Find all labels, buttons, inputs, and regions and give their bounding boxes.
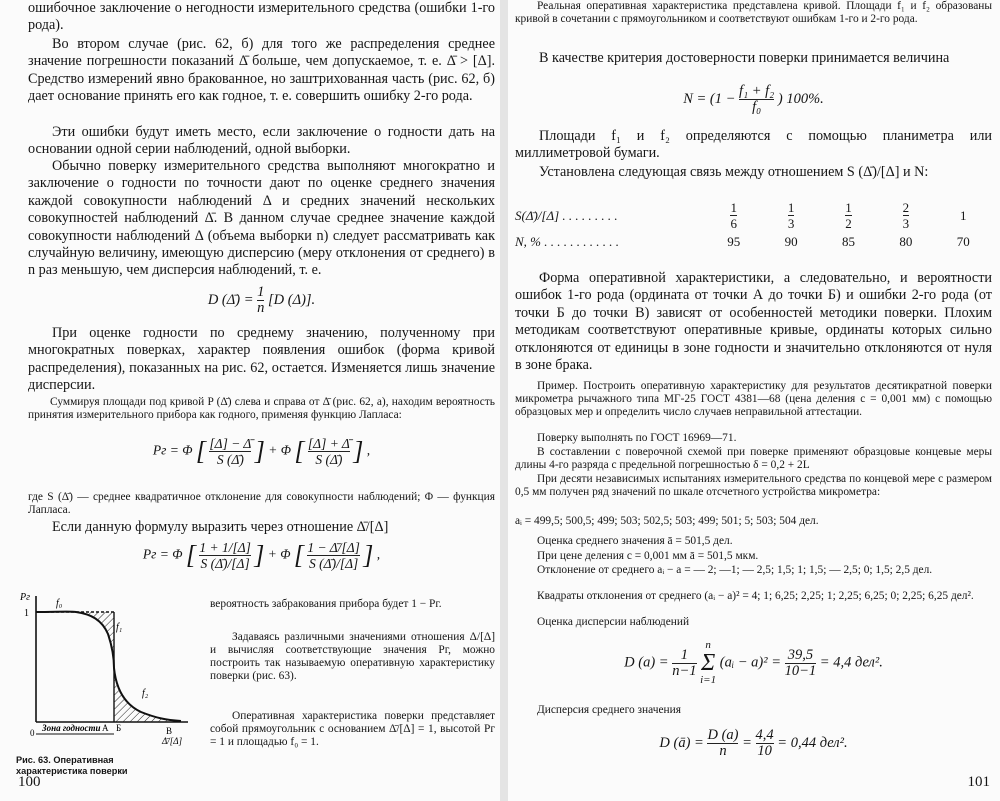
bracket-open: [ [185, 540, 196, 570]
table-cell [762, 200, 819, 231]
table-cell [877, 200, 934, 231]
paragraph-text: Отклонение от среднего aᵢ − a = — 2; —1; — 2,5; 1,5; 1; 1,5; — 2,5; 0; 1,5; 2,5 дел. [537, 564, 933, 576]
fraction-denominator: n [719, 743, 727, 759]
fraction-numerator: [Δ] + Δ̄ [307, 436, 350, 451]
paragraph-text: В качестве критерия достоверности поверки принимается величина [539, 50, 950, 66]
sum-symbol: Σ [700, 650, 716, 676]
fraction-denominator: 10 [757, 743, 772, 759]
paragraph-text: Во втором случае (рис. 62, б) для того же распределения среднее значение погрешности показаний Δ̄ больше, чем допускаемое, т. е. Δ̄ > [Δ]. Средство измерений явно бракованное, но заштрихованная часть (рис. 62, б) дает основание принять его как годное, т. е. совершить ошибку 2-го рода. [28, 36, 495, 105]
example-paragraph-3 [515, 446, 992, 472]
x-axis-label: Δ̄/[Δ] [162, 736, 183, 746]
label-zone: Зона годности [42, 723, 101, 733]
fraction-denominator: S (Δ̄) [216, 452, 244, 467]
right-paragraph-3 [515, 128, 992, 163]
left-formula-1 [28, 285, 495, 316]
table-row [515, 200, 992, 231]
left-paragraph-3 [28, 124, 495, 159]
bracket-close: ] [363, 540, 374, 570]
formula-lhs: N = [683, 90, 707, 107]
paragraph-text: Оценка дисперсии наблюдений [537, 616, 690, 628]
left-paragraph-4 [28, 158, 495, 280]
label-one: 1 [24, 608, 29, 619]
example-paragraph-1 [515, 380, 992, 419]
label-b: Б [116, 723, 122, 733]
right-paragraph-5 [515, 270, 992, 374]
formula-fraction [707, 728, 738, 759]
formula-fraction [199, 540, 251, 571]
left-paragraph-10 [210, 631, 495, 683]
label-a: А [102, 723, 109, 733]
formula-rhs: [D (Δ)]. [268, 291, 316, 308]
label-zero: 0 [30, 728, 35, 738]
fraction-denominator: 6 [730, 216, 737, 231]
table-row-label: N, % . . . . . . . . . . . . [515, 234, 619, 249]
right-paragraph-4 [515, 164, 992, 181]
formula-lhs: D (a) = [624, 654, 669, 671]
paragraph-text: Если данную формулу выразить через отношение Δ̄/[Δ] [52, 519, 389, 535]
paragraph-text: aᵢ = 499,5; 500,5; 499; 503; 502,5; 503; 499; 501; 5; 503; 504 дел. [515, 515, 819, 527]
paragraph-text: Оценка среднего значения ā = 501,5 дел. [537, 535, 733, 547]
bracket-open: [ [293, 540, 305, 570]
paragraph-text: Обычно поверку измерительного средства выполняют многократно и заключение о годности по точности дают по оценке среднего значения каждой совокупности наблюдений Δ и средних значений нескольких совокупностей наблюдений Δ̄. В данном случае среднее значение каждой совокупности наблюдений Δ (объема выборки n) следует рассматривать как случайную величину, имеющую дисперсию (меру отклонения от среднего) в n раз меньшую, чем дисперсия наблюдений, т. е. [28, 158, 495, 279]
fraction-numerator: 39,5 [785, 648, 817, 664]
table-cell [820, 200, 877, 231]
fraction-denominator: n [257, 300, 265, 316]
paragraph-text: Реальная оперативная характеристика представлена кривой. Площади f₁ и f₂ образованы кривой в сочетании с прямоугольником и соответствуют ошибкам 1-го и 2-го рода. [515, 0, 992, 26]
formula-fraction [739, 84, 774, 115]
paragraph-text: Оперативная характеристика поверки представляет собой прямоугольник с основанием Δ̄/[Δ] = 1, высотой Pг = 1 и площадью f₀ = 1. [210, 710, 495, 749]
formula-lhs: D (Δ̄) = [207, 291, 254, 308]
left-paragraph-6 [28, 396, 495, 422]
fraction-denominator: S (Δ̄)/[Δ] [309, 556, 359, 571]
example-paragraph-2 [515, 432, 992, 445]
example-paragraph-10 [515, 616, 992, 629]
formula-fraction [307, 540, 359, 571]
operating-characteristic-plot [16, 588, 196, 748]
example-paragraph-8 [515, 564, 992, 577]
left-formula-2 [28, 436, 495, 467]
right-formula-2 [515, 640, 992, 686]
example-paragraph-7 [515, 550, 992, 563]
left-paragraph-9 [210, 598, 495, 611]
fraction-numerator: D (a) [707, 727, 739, 743]
formula-middle: + Φ [267, 546, 291, 562]
left-formula-3 [28, 540, 495, 571]
left-paragraph-2 [28, 36, 495, 106]
page-number-left: 100 [18, 774, 41, 790]
right-formula-3 [515, 728, 992, 759]
right-formula-1 [515, 84, 992, 115]
table-cell: 85 [841, 234, 855, 249]
paragraph-text: При оценке годности по среднему значению, полученному при многократных поверках, характер появления ошибок (форма кривой распределения), показанных на рис. 62, остается. Изменяется лишь значение дисперсии. [28, 325, 495, 394]
formula-lhs: D (ā) = [659, 734, 704, 751]
example-paragraph-11 [515, 704, 992, 717]
table-cell: 90 [784, 234, 798, 249]
fraction-numerator: 1 [787, 200, 795, 215]
page-number-right: 101 [967, 774, 990, 790]
formula-paren-open: (1 − [709, 90, 736, 107]
formula-lhs: Pг = Φ [152, 442, 193, 458]
right-paragraph-2 [515, 50, 992, 67]
paragraph-text: При десяти независимых испытаниях измерительного средства по концевой мере с размером 0,5 мм получен ряд значений по шкале отсчетного устройства микрометра: [515, 473, 992, 499]
formula-end: , [366, 442, 371, 458]
fraction-denominator: S (Δ̄) [315, 452, 343, 467]
formula-fraction [257, 285, 264, 316]
bracket-open: [ [195, 436, 207, 466]
paragraph-text: Эти ошибки будут иметь место, если заключение о годности дать на основании одной серии наблюдений, одной выборки. [28, 124, 495, 158]
fraction-denominator: n−1 [672, 662, 697, 679]
example-paragraph-5 [515, 515, 992, 528]
example-paragraph-6 [515, 535, 992, 548]
fraction-numerator: 1 [672, 648, 696, 664]
formula-rhs: ) 100%. [777, 90, 824, 107]
paragraph-text: Установлена следующая связь между отношением S (Δ̄)/[Δ] и N: [539, 164, 929, 180]
table-cell [705, 200, 762, 231]
label-v: В [166, 726, 173, 736]
paragraph-text: Форма оперативной характеристики, а следовательно, и вероятности ошибок 1-го рода (ордината от точки А до точки Б) и ошибки 2-го рода (от точки Б до точки В) зависят от особенностей методики поверки. Плохим методикам соответствуют оперативные кривые, ординаты которых сильно отклоняются от единицы в зоне годности и значительно отклоняются от нуля в зоне брака. [515, 270, 992, 374]
fraction-denominator: 3 [787, 216, 795, 231]
label-f2: f₂ [142, 688, 149, 699]
formula-fraction [785, 648, 817, 679]
formula-fraction [308, 436, 350, 467]
table-cell: 70 [956, 234, 970, 249]
table-cell: 80 [899, 234, 913, 249]
paragraph-text: вероятность забракования прибора будет 1 − Pг. [210, 598, 442, 610]
formula-fraction [756, 728, 774, 759]
sum-upper-limit: n [705, 639, 711, 651]
table-row [515, 231, 992, 253]
fraction-numerator: 1 [257, 284, 265, 300]
label-f0: f₀ [56, 598, 63, 609]
paragraph-text: Задаваясь различными значениями отношения Δ/[Δ] и вычисляя соответствующие значения Pг, можно построить так называемую оперативную характеристику поверки (рис. 63). [210, 631, 495, 683]
paragraph-text: где S (Δ̄) — среднее квадратичное отклонение для совокупности наблюдений; Φ — функция Лапласа. [28, 491, 495, 517]
sum-operator [700, 640, 716, 686]
example-paragraph-4 [515, 473, 992, 499]
relation-table-grid [515, 200, 992, 253]
bracket-close: ] [254, 436, 265, 466]
left-paragraph-1 [28, 0, 495, 35]
fraction-denominator: 10−1 [784, 662, 817, 679]
label-f1: f₁ [116, 622, 123, 633]
left-paragraph-11 [210, 710, 495, 749]
table-value: 1 [960, 207, 967, 223]
bracket-open: [ [294, 436, 305, 466]
example-paragraph-9 [515, 590, 992, 603]
paragraph-text: При цене деления c = 0,001 мм ā = 501,5 мкм. [537, 550, 759, 562]
figure-caption: Рис. 63. Оперативная характеристика поверки [16, 755, 128, 776]
paragraph-text: Квадраты отклонения от среднего (aᵢ − a)² = 4; 1; 6,25; 2,25; 1; 2,25; 6,25; 0; 2,25; 6,25 дел². [537, 590, 974, 602]
formula-fraction [672, 648, 696, 679]
formula-middle: + Φ [268, 442, 292, 458]
figure-63 [16, 588, 196, 788]
bracket-close: ] [254, 540, 265, 570]
table-row-label: S(Δ̄)/[Δ] . . . . . . . . . [515, 207, 618, 223]
fraction-denominator: S (Δ̄)/[Δ] [200, 556, 250, 571]
y-axis-label: Pг [20, 592, 31, 603]
fraction-denominator: 2 [845, 216, 852, 231]
paragraph-text: Суммируя площади под кривой P (Δ̄) слева и справа от Δ̄ (рис. 62, а), находим вероятность принятия измерительного прибора как годного, применяя функцию Лапласа: [28, 396, 495, 422]
paragraph-text: Площади f₁ и f₂ определяются с помощью планиметра или миллиметровой бумаги. [515, 128, 992, 162]
fraction-numerator: 2 [902, 200, 910, 215]
left-paragraph-8 [28, 519, 495, 536]
right-paragraph-1 [515, 0, 992, 26]
formula-fraction [209, 436, 251, 467]
paragraph-text: Поверку выполнять по ГОСТ 16969—71. [537, 432, 737, 444]
bracket-close: ] [353, 436, 364, 466]
fraction-numerator: 1 [845, 200, 852, 215]
fraction-numerator: 1 + 1/[Δ] [199, 540, 251, 555]
fraction-denominator: 3 [902, 216, 910, 231]
area-f1 [76, 612, 114, 668]
paragraph-text: Дисперсия среднего значения [537, 704, 681, 716]
left-paragraph-7 [28, 491, 495, 517]
relation-table [515, 200, 992, 253]
right-page [505, 0, 1000, 801]
formula-rhs: = 0,44 дел². [777, 734, 848, 751]
formula-end: , [376, 546, 381, 562]
paragraph-text: ошибочное заключение о негодности измерительного средства (ошибки 1-го рода). [28, 0, 495, 34]
fraction-numerator: 1 [730, 200, 737, 215]
formula-equals: = [742, 734, 752, 751]
paragraph-text: Пример. Построить оперативную характеристику для результатов десятикратной поверки микрометра рычажного типа МГ-25 ГОСТ 4381—68 (цена деления c = 0,001 мм) с помощью образцовых мер и определить число случаев неправильной аттестации. [515, 380, 992, 419]
fraction-numerator: f₁ + f₂ [739, 83, 775, 99]
table-cell [935, 200, 992, 231]
formula-body: (aᵢ − a)² = [719, 654, 781, 671]
sum-lower-limit: i=1 [700, 674, 717, 686]
fraction-denominator: f₀ [752, 99, 762, 115]
formula-lhs: Pг = Φ [142, 546, 183, 562]
table-cell: 95 [727, 234, 741, 249]
fraction-numerator: 1 − Δ̄/[Δ] [307, 540, 360, 555]
formula-rhs: = 4,4 дел². [819, 654, 883, 671]
fraction-numerator: 4,4 [755, 727, 774, 743]
paragraph-text: В составлении с поверочной схемой при поверке применяют образцовые концевые меры длины 4-го разряда с предельной погрешностью δ = 0,2 + 2L [515, 446, 992, 472]
left-paragraph-5 [28, 325, 495, 395]
fraction-numerator: [Δ] − Δ̄ [209, 436, 252, 451]
